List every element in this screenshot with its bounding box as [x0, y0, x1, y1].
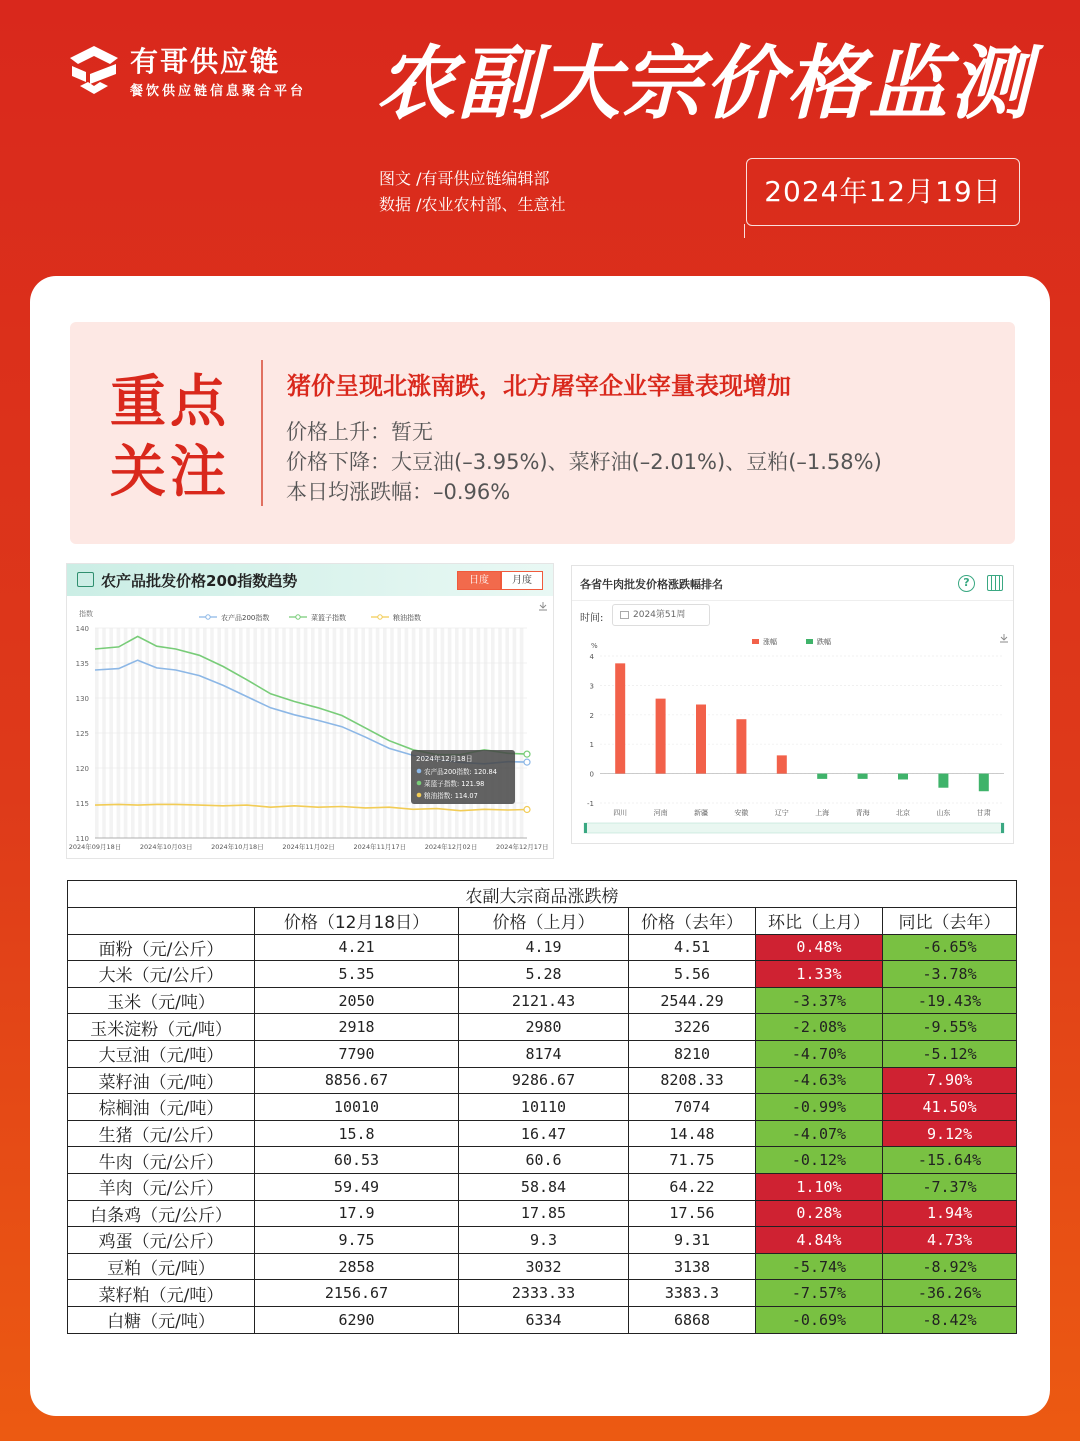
table-row [68, 1094, 1017, 1121]
credits [379, 166, 565, 218]
table-row [68, 1200, 1017, 1227]
tooltip-value: 菜篮子指数: 121.98 [424, 780, 485, 788]
price-cell: 9.3 [459, 1227, 629, 1254]
zoom-handle-left [584, 823, 587, 833]
y-tick-label: 3 [589, 682, 594, 691]
change-cell: -4.70% [756, 1040, 883, 1067]
table-header-row [68, 908, 1017, 935]
x-tick-label: 2024年12月17日 [495, 843, 549, 851]
change-cell: -3.78% [883, 961, 1017, 988]
price-cell: 15.8 [255, 1120, 459, 1147]
change-cell: -0.69% [756, 1306, 883, 1333]
brand-tagline: 餐饮供应链信息聚合平台 [130, 84, 307, 99]
table-row [68, 1067, 1017, 1094]
index-trend-title: 农产品批发价格200指数趋势 [101, 572, 298, 590]
price-cell: 10110 [459, 1094, 629, 1121]
price-cell: 5.35 [255, 961, 459, 988]
change-cell: 4.84% [756, 1227, 883, 1254]
price-cell: 8210 [629, 1040, 756, 1067]
commodity-name: 菜籽油（元/吨） [68, 1067, 255, 1094]
y-tick-label: 140 [75, 625, 89, 633]
price-cell: 7074 [629, 1094, 756, 1121]
focus-average-change: 本日均涨跌幅：–0.96% [286, 480, 511, 504]
price-cell: 4.21 [255, 934, 459, 961]
change-cell: -0.12% [756, 1147, 883, 1174]
bar [777, 755, 787, 773]
x-tick-label: 山东 [936, 809, 951, 817]
index-trend-header [67, 564, 553, 596]
column-header: 价格（12月18日） [255, 908, 459, 935]
price-cell: 3032 [459, 1253, 629, 1280]
commodity-name: 面粉（元/公斤） [68, 934, 255, 961]
legend-marker [378, 615, 382, 619]
series-endpoint [524, 759, 530, 765]
table-row [68, 1253, 1017, 1280]
bar [696, 705, 706, 774]
legend-marker [206, 615, 210, 619]
download-icon [1000, 634, 1008, 642]
change-cell: 1.94% [883, 1200, 1017, 1227]
column-header: 价格（上月） [459, 908, 629, 935]
beef-price-title: 各省牛肉批发价格涨跌幅排名 [580, 578, 723, 591]
y-tick-label: 2 [589, 711, 594, 720]
price-cell: 5.56 [629, 961, 756, 988]
index-trend-chart [67, 596, 553, 858]
tooltip-value: 粮油指数: 114.07 [424, 792, 478, 800]
price-cell: 8208.33 [629, 1067, 756, 1094]
change-cell: 41.50% [883, 1094, 1017, 1121]
x-tick-label: 河南 [653, 809, 668, 817]
column-header: 同比（去年） [883, 908, 1017, 935]
brand-mark-icon [66, 42, 122, 98]
legend-swatch-down [806, 639, 813, 644]
index-trend-panel [66, 563, 554, 859]
change-cell: -19.43% [883, 987, 1017, 1014]
bar [938, 774, 948, 788]
tooltip-value: 农产品200指数: 120.84 [424, 768, 497, 776]
price-cell: 3383.3 [629, 1280, 756, 1307]
week-picker-value: 2024第51周 [633, 610, 686, 620]
y-tick-label: 125 [75, 730, 89, 738]
x-tick-label: 安徽 [734, 809, 749, 817]
change-cell: 9.12% [883, 1120, 1017, 1147]
commodity-name: 菜籽粕（元/吨） [68, 1280, 255, 1307]
x-tick-label: 2024年10月18日 [211, 843, 264, 851]
change-cell: -8.92% [883, 1253, 1017, 1280]
tooltip-marker [417, 769, 422, 774]
table-row [68, 1227, 1017, 1254]
price-cell: 16.47 [459, 1120, 629, 1147]
x-tick-label: 2024年10月03日 [139, 843, 193, 851]
price-cell: 2121.43 [459, 987, 629, 1014]
price-cell: 60.53 [255, 1147, 459, 1174]
table-row [68, 987, 1017, 1014]
bar [615, 663, 625, 773]
price-cell: 6334 [459, 1306, 629, 1333]
price-cell: 9286.67 [459, 1067, 629, 1094]
zoom-scrollbar [584, 823, 1004, 833]
brand-name: 有哥供应链 [130, 45, 281, 78]
change-cell: 1.10% [756, 1173, 883, 1200]
x-tick-label: 2024年12月02日 [424, 843, 478, 851]
legend-label: 菜篮子指数 [311, 614, 346, 622]
legend-label-up: 涨幅 [763, 638, 777, 646]
y-axis-label: % [591, 642, 598, 650]
x-tick-label: 青海 [855, 809, 870, 817]
x-tick-label: 辽宁 [774, 809, 789, 817]
price-cell: 59.49 [255, 1173, 459, 1200]
table-row [68, 1120, 1017, 1147]
price-cell: 2980 [459, 1014, 629, 1041]
commodity-name: 生猪（元/公斤） [68, 1120, 255, 1147]
legend-label: 农产品200指数 [221, 614, 270, 622]
column-header: 价格（去年） [629, 908, 756, 935]
table-row [68, 934, 1017, 961]
commodity-name: 白条鸡（元/公斤） [68, 1200, 255, 1227]
y-tick-label: 110 [75, 835, 89, 843]
change-cell: -6.65% [883, 934, 1017, 961]
price-cell: 2858 [255, 1253, 459, 1280]
price-cell: 7790 [255, 1040, 459, 1067]
price-cell: 5.28 [459, 961, 629, 988]
price-cell: 64.22 [629, 1173, 756, 1200]
change-cell: 4.73% [883, 1227, 1017, 1254]
change-cell: -2.08% [756, 1014, 883, 1041]
change-cell: -5.74% [756, 1253, 883, 1280]
beef-price-chart [572, 628, 1013, 843]
table-row [68, 1147, 1017, 1174]
price-cell: 2050 [255, 987, 459, 1014]
table-row [68, 1040, 1017, 1067]
focus-price-up: 价格上升：暂无 [286, 420, 433, 444]
y-tick-label: 135 [75, 660, 89, 668]
x-tick-label: 北京 [896, 809, 910, 817]
change-cell: -3.37% [756, 987, 883, 1014]
table-row [68, 1280, 1017, 1307]
report-date: 2024年12月19日 [746, 158, 1020, 226]
y-tick-label: 0 [589, 770, 594, 779]
credit-author: 图文 /有哥供应链编辑部 [379, 169, 550, 188]
table-row [68, 1306, 1017, 1333]
change-cell: 0.28% [756, 1200, 883, 1227]
tooltip-marker [417, 793, 422, 798]
column-header: 环比（上月） [756, 908, 883, 935]
y-tick-label: 1 [589, 741, 594, 750]
commodity-name: 羊肉（元/公斤） [68, 1173, 255, 1200]
commodity-name: 大米（元/公斤） [68, 961, 255, 988]
commodity-name: 棕榈油（元/吨） [68, 1094, 255, 1121]
bar [817, 774, 827, 779]
price-cell: 10010 [255, 1094, 459, 1121]
page-title: 农副大宗价格监测 [376, 37, 1032, 130]
table-row [68, 1173, 1017, 1200]
legend-label: 粮油指数 [393, 614, 421, 622]
x-tick-label: 2024年11月17日 [353, 843, 407, 851]
change-cell: -5.12% [883, 1040, 1017, 1067]
table-view-icon[interactable] [987, 575, 1003, 591]
week-picker-input[interactable] [612, 604, 710, 626]
focus-price-down: 价格下降：大豆油(–3.95%)、菜籽油(–2.01%)、豆粕(–1.58%) [286, 450, 882, 474]
focus-label-line2: 关注 [110, 440, 230, 505]
focus-label-line1: 重点 [110, 370, 230, 435]
change-cell: -9.55% [883, 1014, 1017, 1041]
commodity-name: 牛肉（元/公斤） [68, 1147, 255, 1174]
price-cell: 4.51 [629, 934, 756, 961]
y-tick-label: -1 [587, 800, 594, 808]
zoom-handle-right [1001, 823, 1004, 833]
focus-label [110, 368, 240, 508]
column-header [68, 908, 255, 935]
beef-price-panel [571, 565, 1014, 844]
series-endpoint [524, 751, 530, 757]
x-tick-label: 上海 [815, 809, 830, 817]
price-cell: 8856.67 [255, 1067, 459, 1094]
monthly-toggle-button[interactable]: 月度 [501, 571, 543, 590]
y-tick-label: 120 [75, 765, 89, 773]
change-cell: 7.90% [883, 1067, 1017, 1094]
price-cell: 4.19 [459, 934, 629, 961]
price-cell: 17.56 [629, 1200, 756, 1227]
time-label: 时间: [580, 613, 604, 624]
price-cell: 9.75 [255, 1227, 459, 1254]
panel-divider [572, 600, 1013, 601]
brand-logo [66, 40, 326, 102]
price-cell: 2544.29 [629, 987, 756, 1014]
help-icon[interactable]: ? [958, 575, 975, 592]
x-tick-label: 2024年11月02日 [282, 843, 335, 851]
bar [979, 774, 989, 792]
change-cell: -7.57% [756, 1280, 883, 1307]
legend-swatch-up [752, 639, 759, 644]
tooltip-date: 2024年12月18日 [416, 755, 473, 763]
focus-headline: 猪价呈现北涨南跌，北方屠宰企业宰量表现增加 [287, 372, 791, 400]
bar [898, 774, 908, 780]
date-box-tail [744, 224, 758, 238]
bar [736, 719, 746, 773]
price-cell: 71.75 [629, 1147, 756, 1174]
table-title: 农副大宗商品涨跌榜 [68, 881, 1017, 908]
legend-marker [296, 615, 300, 619]
commodity-table [67, 880, 1016, 1334]
chart-icon [77, 572, 94, 587]
commodity-name: 玉米（元/吨） [68, 987, 255, 1014]
commodity-name: 白糖（元/吨） [68, 1306, 255, 1333]
price-cell: 3226 [629, 1014, 756, 1041]
change-cell: -0.99% [756, 1094, 883, 1121]
bar [858, 774, 868, 779]
commodity-name: 豆粕（元/吨） [68, 1253, 255, 1280]
x-tick-label: 四川 [613, 809, 628, 817]
price-cell: 3138 [629, 1253, 756, 1280]
change-cell: -4.63% [756, 1067, 883, 1094]
price-cell: 8174 [459, 1040, 629, 1067]
price-cell: 6290 [255, 1306, 459, 1333]
calendar-icon [620, 611, 629, 619]
x-tick-label: 甘肃 [976, 809, 991, 817]
commodity-name: 鸡蛋（元/公斤） [68, 1227, 255, 1254]
download-icon [539, 602, 547, 610]
change-cell: -15.64% [883, 1147, 1017, 1174]
y-tick-label: 4 [589, 653, 594, 661]
tooltip-marker [417, 781, 422, 786]
table-row [68, 1014, 1017, 1041]
series-endpoint [524, 807, 530, 813]
y-axis-label: 指数 [79, 610, 93, 618]
price-cell: 2918 [255, 1014, 459, 1041]
bar [656, 699, 666, 774]
x-tick-label: 新疆 [694, 809, 708, 817]
change-cell: -4.07% [756, 1120, 883, 1147]
change-cell: -36.26% [883, 1280, 1017, 1307]
change-cell: -8.42% [883, 1306, 1017, 1333]
focus-divider [261, 360, 263, 506]
y-tick-label: 115 [75, 800, 89, 808]
table-row [68, 961, 1017, 988]
price-cell: 9.31 [629, 1227, 756, 1254]
price-cell: 17.85 [459, 1200, 629, 1227]
x-tick-label: 2024年09月18日 [68, 843, 122, 851]
change-cell: 1.33% [756, 961, 883, 988]
credit-source: 数据 /农业农村部、生意社 [379, 195, 566, 214]
price-cell: 2333.33 [459, 1280, 629, 1307]
legend-label-down: 跌幅 [817, 638, 831, 646]
price-cell: 17.9 [255, 1200, 459, 1227]
change-cell: 0.48% [756, 934, 883, 961]
daily-toggle-button[interactable]: 日度 [457, 571, 501, 590]
commodity-price-table [67, 880, 1017, 1334]
commodity-name: 玉米淀粉（元/吨） [68, 1014, 255, 1041]
change-cell: -7.37% [883, 1173, 1017, 1200]
price-cell: 2156.67 [255, 1280, 459, 1307]
price-cell: 58.84 [459, 1173, 629, 1200]
y-tick-label: 130 [75, 695, 89, 703]
price-cell: 60.6 [459, 1147, 629, 1174]
commodity-name: 大豆油（元/吨） [68, 1040, 255, 1067]
price-cell: 6868 [629, 1306, 756, 1333]
price-cell: 14.48 [629, 1120, 756, 1147]
